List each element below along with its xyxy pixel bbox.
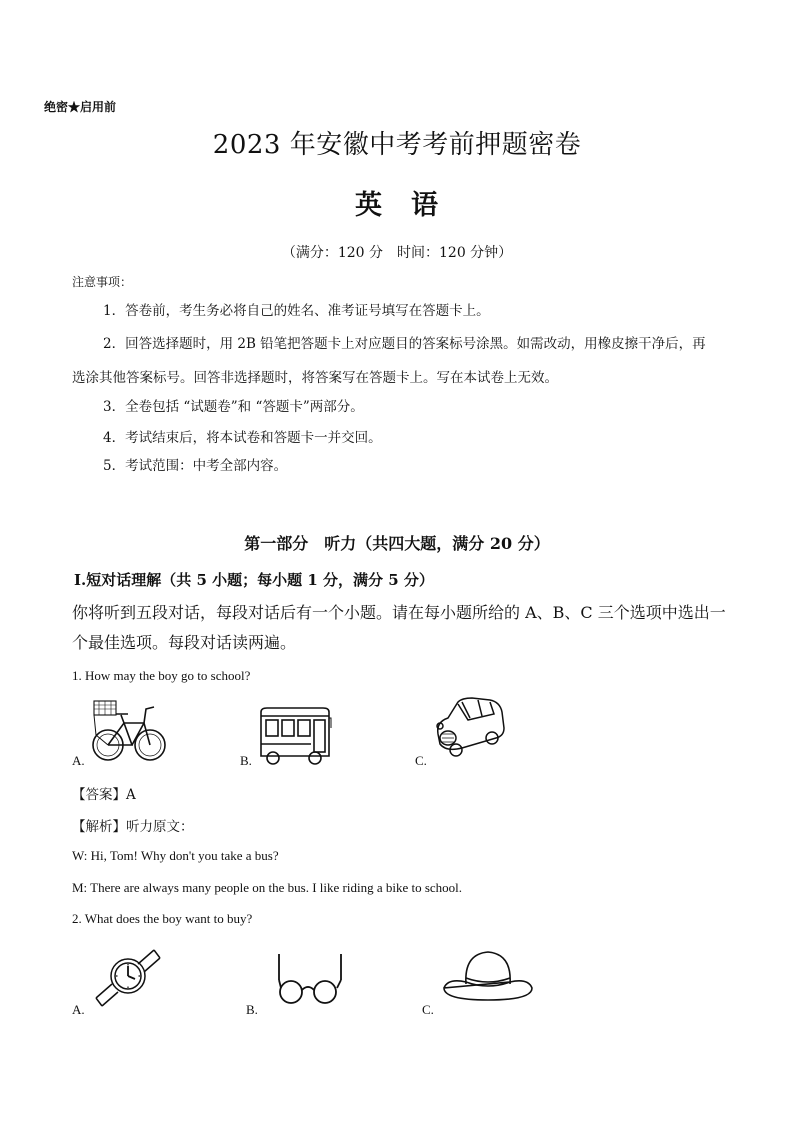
note-item: 5．考试范围：中考全部内容。 [103,458,288,474]
note-item-continued: 选涂其他答案标号。回答非选择题时，将答案写在答题卡上。写在本试卷上无效。 [72,370,558,386]
section-instruction: 你将听到五段对话，每段对话后有一个小题。请在每小题所给的 A、B、C 三个选项中选出一个最佳选项。每段对话读两遍。 [72,603,726,652]
option-label: C. [415,753,427,768]
note-item: 1．答卷前，考生务必将自己的姓名、准考证号填写在答题卡上。 [103,303,490,319]
option-label: C. [422,1002,434,1017]
question-stem: 2. What does the boy want to buy? [72,911,253,926]
subject-title: 英 语 [355,190,439,221]
transcript-line: M: There are always many people on the bus. I like riding a bike to school. [72,880,463,895]
part-title: 第一部分 听力（共四大题，满分 20 分） [244,534,550,553]
exam-meta: （满分：120 分 时间：120 分钟） [281,245,513,261]
note-item: 2．回答选择题时，用 2B 铅笔把答题卡上对应题目的答案标号涂黑。如需改动，用橡皮擦干净后，再 [103,336,706,352]
transcript-line: W: Hi, Tom! Why don't you take a bus? [72,848,279,863]
option-label: B. [246,1002,258,1017]
watch-icon [92,944,164,1010]
option-label: A. [72,1002,85,1017]
answer-line: 【答案】A [72,787,136,803]
bicycle-icon [88,695,168,765]
note-item: 3．全卷包括 “试题卷”和 “答题卡”两部分。 [103,399,364,415]
hat-icon [440,948,536,1008]
bus-icon [257,706,333,768]
analysis-line: 【解析】听力原文： [72,819,194,835]
glasses-icon [275,950,345,1008]
exam-title: 2023 年安徽中考考前押题密卷 [212,130,582,160]
section-title: Ⅰ.短对话理解（共 5 小题；每小题 1 分，满分 5 分） [74,571,434,589]
confidential-label: 绝密★启用前 [44,100,117,114]
option-label: A. [72,753,85,768]
question-stem: 1. How may the boy go to school? [72,668,251,683]
car-icon [432,694,508,760]
notes-heading: 注意事项： [72,275,133,289]
note-item: 4．考试结束后，将本试卷和答题卡一并交回。 [103,430,382,446]
option-label: B. [240,753,252,768]
